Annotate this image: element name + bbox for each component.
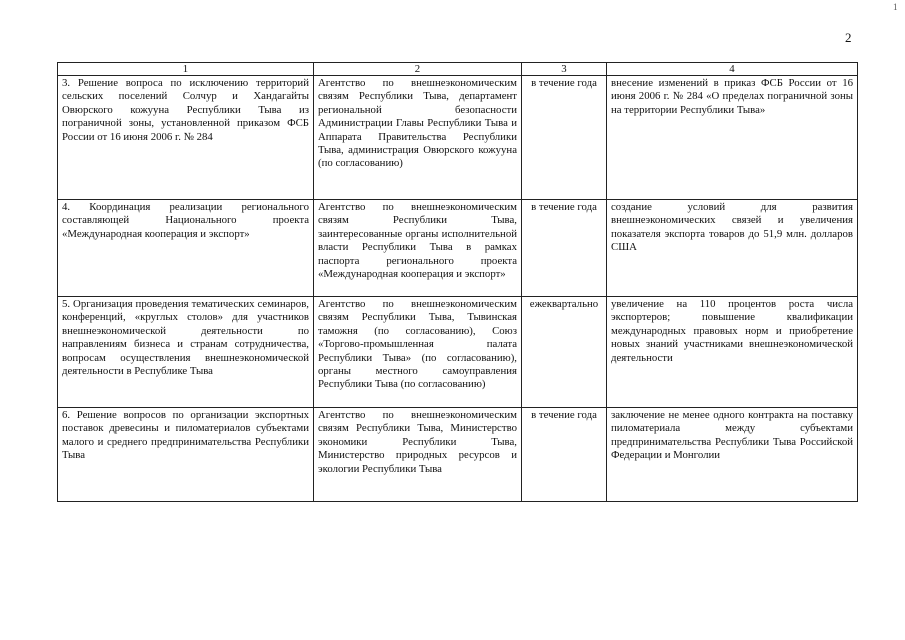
table-row (58, 408, 858, 502)
term-cell: ежеквартально (522, 297, 607, 408)
table-row (58, 76, 858, 200)
executors-cell: Агентство по внешнеэкономическим связям Республики Тыва, Тывинская таможня (по согласованию), Союз «Торгово-промышленная палата Республики Тыва» (по согласованию), органы местного самоуправления Республики Тыва (по согласованию) (314, 297, 522, 408)
table-row (58, 200, 858, 297)
column-header-2: 2 (314, 63, 522, 76)
term-cell: в течение года (522, 200, 607, 297)
table-header-row (58, 63, 858, 76)
term-cell: в течение года (522, 76, 607, 200)
task-cell: 3. Решение вопроса по исключению территорий сельских поселений Солчур и Хандагайты Овюрского кожууна Республики Тыва из пограничной зоны, установленной приказом ФСБ России от 16 июня 2006 г. № 284 (58, 76, 314, 200)
term-cell: в течение года (522, 408, 607, 502)
executors-cell: Агентство по внешнеэкономическим связям Республики Тыва, заинтересованные органы исполнительной власти Республики Тыва в рамках паспорта регионального проекта «Международная кооперация и экспорт» (314, 200, 522, 297)
task-cell: 6. Решение вопросов по организации экспортных поставок древесины и пиломатериалов субъектами малого и среднего предпринимательства Республики Тыва (58, 408, 314, 502)
table-row (58, 297, 858, 408)
page-number: 2 (845, 30, 852, 45)
column-header-4: 4 (607, 63, 858, 76)
task-cell: 5. Организация проведения тематических семинаров, конференций, «круглых столов» для участников внешнеэкономической деятельности по направлениям бизнеса и странам сотрудничества, вопросам осуществления внешнеэкономической деятельности в Республике Тыва (58, 297, 314, 408)
result-cell: создание условий для развития внешнеэкономических связей и увеличения показателя экспорта товаров до 51,9 млн. долларов США (607, 200, 858, 297)
result-cell: увеличение на 110 процентов роста числа экспортеров; повышение квалификации международных правовых норм и приобретение новых знаний участниками внешнеэкономической деятельности (607, 297, 858, 408)
corner-mark: 1 (893, 2, 898, 12)
result-cell: внесение изменений в приказ ФСБ России от 16 июня 2006 г. № 284 «О пределах пограничной зоны на территории Республики Тыва» (607, 76, 858, 200)
action-plan-table (57, 62, 858, 502)
column-header-1: 1 (58, 63, 314, 76)
result-cell: заключение не менее одного контракта на поставку пиломатериала между субъектами предпринимательства Республики Тыва Российской Федерации и Монголии (607, 408, 858, 502)
executors-cell: Агентство по внешнеэкономическим связям Республики Тыва, Министерство экономики Республики Тыва, Министерство природных ресурсов и экологии Республики Тыва (314, 408, 522, 502)
executors-cell: Агентство по внешнеэкономическим связям Республики Тыва, департамент региональной безопасности Администрации Главы Республики Тыва и Аппарата Правительства Республики Тыва, администрация Овюрского кожууна (по согласованию) (314, 76, 522, 200)
column-header-3: 3 (522, 63, 607, 76)
task-cell: 4. Координация реализации регионального составляющей Национального проекта «Международная кооперация и экспорт» (58, 200, 314, 297)
